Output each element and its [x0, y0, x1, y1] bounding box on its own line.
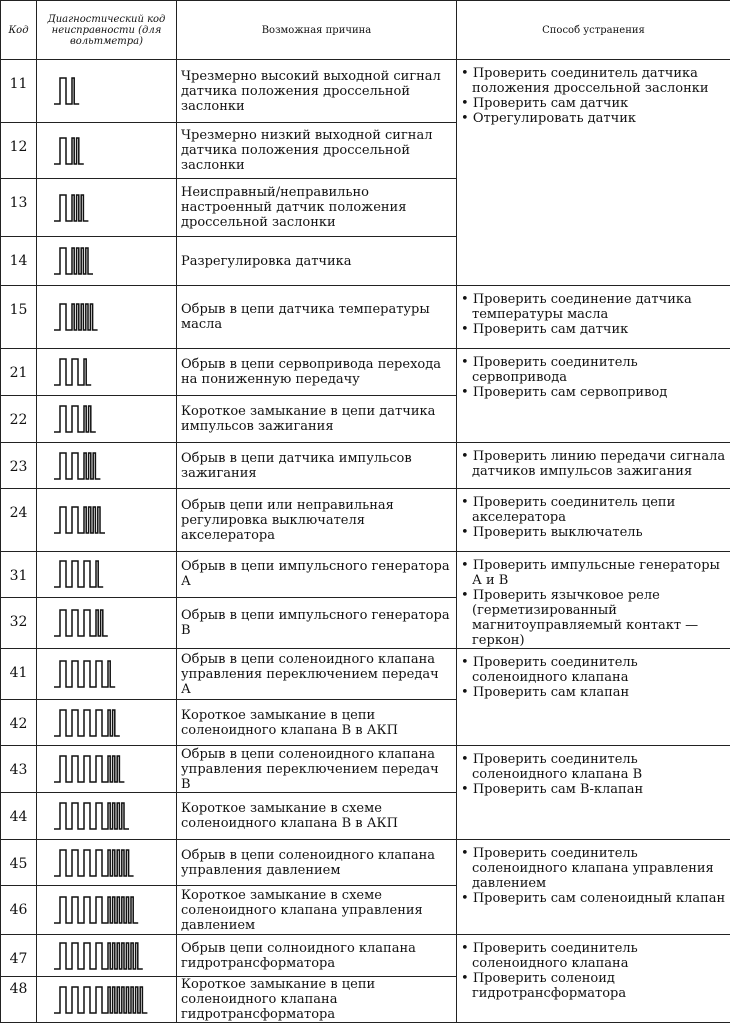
pulse-diagram: [37, 840, 177, 886]
pulse-waveform: [52, 74, 162, 108]
fix-item: • Проверить язычковое реле (герметизированный магнитоуправляемый контакт — геркон): [461, 588, 726, 648]
cause-cell: Обрыв в цепи сервопривода перехода на пониженную передачу: [177, 349, 457, 396]
fix-item: • Проверить соленоид гидротрансформатора: [461, 971, 726, 1001]
pulse-waveform: [52, 191, 162, 225]
table-row: [1, 649, 730, 700]
pulse-waveform: [52, 606, 162, 640]
table-header-row: [1, 1, 730, 60]
fix-item: • Проверить соединитель соленоидного клапана управления давлением: [461, 846, 726, 891]
pulse-trace: [54, 248, 93, 274]
code-cell: 43: [1, 746, 37, 793]
fix-cell: [457, 840, 730, 935]
table-row: [1, 935, 730, 977]
header-diagnostic-code: Диагностический код неисправности (для вольтметра): [37, 1, 177, 60]
pulse-waveform: [52, 893, 162, 927]
pulse-diagram: [37, 443, 177, 489]
pulse-waveform: [52, 449, 162, 483]
cause-cell: Обрыв в цепи импульсного генератора В: [177, 597, 457, 648]
pulse-diagram: [37, 597, 177, 648]
table-row: [1, 60, 730, 123]
pulse-trace: [54, 453, 100, 479]
fix-cell: [457, 286, 730, 349]
fix-item: • Проверить соединитель соленоидного клапана: [461, 655, 726, 685]
cause-cell: Обрыв в цепи соленоидного клапана управления давлением: [177, 840, 457, 886]
fix-item: • Проверить импульсные генераторы А и В: [461, 558, 726, 588]
fix-item: • Проверить соединитель соленоидного клапана В: [461, 752, 726, 782]
pulse-waveform: [52, 503, 162, 537]
pulse-diagram: [37, 746, 177, 793]
pulse-trace: [54, 661, 115, 687]
pulse-trace: [54, 78, 79, 104]
fix-cell: [457, 443, 730, 489]
pulse-waveform: [52, 557, 162, 591]
cause-cell: Чрезмерно низкий выходной сигнал датчика положения дроссельной заслонки: [177, 123, 457, 179]
pulse-trace: [54, 561, 103, 587]
code-cell: 31: [1, 552, 37, 598]
cause-cell: Короткое замыкание в схеме соленоидного клапана управления давлением: [177, 886, 457, 935]
code-cell: 24: [1, 489, 37, 552]
pulse-trace: [54, 897, 138, 923]
cause-cell: Короткое замыкание в цепи соленоидного клапана В в АКП: [177, 700, 457, 746]
pulse-trace: [54, 195, 88, 221]
pulse-trace: [54, 507, 105, 533]
fix-item: • Проверить сам датчик: [461, 96, 726, 111]
pulse-waveform: [52, 799, 162, 833]
pulse-diagram: [37, 349, 177, 396]
fix-item: • Проверить сам клапан: [461, 685, 726, 700]
fix-cell: [457, 349, 730, 443]
pulse-waveform: [52, 300, 162, 334]
pulse-waveform: [52, 846, 162, 880]
fix-item: • Проверить сам соленоидный клапан: [461, 891, 726, 906]
pulse-trace: [54, 138, 84, 164]
fix-item: • Проверить выключатель: [461, 525, 726, 540]
code-cell: 21: [1, 349, 37, 396]
pulse-trace: [54, 803, 129, 829]
cause-cell: Обрыв цепи солноидного клапана гидротрансформатора: [177, 935, 457, 977]
cause-cell: Обрыв цепи или неправильная регулировка выключателя акселератора: [177, 489, 457, 552]
pulse-waveform: [52, 134, 162, 168]
code-cell: 12: [1, 123, 37, 179]
code-cell: 41: [1, 649, 37, 700]
header-cause: Возможная причина: [177, 1, 457, 60]
cause-cell: Чрезмерно высокий выходной сигнал датчика положения дроссельной заслонки: [177, 60, 457, 123]
table-row: [1, 349, 730, 396]
fix-cell: [457, 746, 730, 840]
fix-cell: [457, 552, 730, 649]
fix-item: • Проверить соединитель сервопривода: [461, 355, 726, 385]
cause-cell: Обрыв в цепи импульсного генератора А: [177, 552, 457, 598]
cause-cell: Короткое замыкание в цепи датчика импульсов зажигания: [177, 396, 457, 443]
code-cell: 46: [1, 886, 37, 935]
fix-cell: [457, 935, 730, 1023]
pulse-waveform: [52, 657, 162, 691]
code-cell: 44: [1, 793, 37, 840]
fix-item: • Проверить линию передачи сигнала датчиков импульсов зажигания: [461, 449, 726, 479]
pulse-waveform: [52, 752, 162, 786]
pulse-diagram: [37, 935, 177, 977]
cause-cell: Обрыв в цепи датчика импульсов зажигания: [177, 443, 457, 489]
fix-item: • Проверить соединение датчика температуры масла: [461, 292, 726, 322]
pulse-diagram: [37, 700, 177, 746]
fix-item: • Проверить соединитель датчика положения дроссельной заслонки: [461, 66, 726, 96]
code-cell: 45: [1, 840, 37, 886]
pulse-diagram: [37, 886, 177, 935]
cause-cell: Обрыв в цепи датчика температуры масла: [177, 286, 457, 349]
code-cell: 15: [1, 286, 37, 349]
pulse-waveform: [52, 706, 162, 740]
pulse-diagram: [37, 286, 177, 349]
pulse-trace: [54, 943, 143, 969]
table-row: [1, 443, 730, 489]
pulse-waveform: [52, 244, 162, 278]
pulse-diagram: [37, 793, 177, 840]
cause-cell: Короткое замыкание в цепи соленоидного клапана гидротрансформатора: [177, 977, 457, 1023]
fix-item: • Проверить сам датчик: [461, 322, 726, 337]
cause-cell: Обрыв в цепи соленоидного клапана управления переключением передач В: [177, 746, 457, 793]
fix-cell: [457, 60, 730, 286]
code-cell: 32: [1, 597, 37, 648]
fix-cell: [457, 649, 730, 746]
fix-item: • Отрегулировать датчик: [461, 111, 726, 126]
table-row: [1, 489, 730, 552]
pulse-trace: [54, 406, 96, 432]
pulse-diagram: [37, 649, 177, 700]
pulse-trace: [54, 610, 108, 636]
fix-cell: [457, 489, 730, 552]
pulse-trace: [54, 710, 120, 736]
pulse-trace: [54, 756, 124, 782]
pulse-diagram: [37, 396, 177, 443]
header-code: Код: [1, 1, 37, 60]
fix-item: • Проверить соединитель соленоидного клапана: [461, 941, 726, 971]
pulse-trace: [54, 359, 91, 385]
table-row: [1, 552, 730, 598]
code-cell: 23: [1, 443, 37, 489]
pulse-trace: [54, 987, 147, 1013]
code-cell: 48: [1, 977, 37, 1023]
code-cell: 13: [1, 179, 37, 237]
code-cell: 11: [1, 60, 37, 123]
cause-cell: Разрегулировка датчика: [177, 237, 457, 286]
code-cell: 14: [1, 237, 37, 286]
table-row: [1, 746, 730, 793]
pulse-waveform: [52, 983, 162, 1017]
table-row: [1, 286, 730, 349]
cause-cell: Обрыв в цепи соленоидного клапана управления переключением передач А: [177, 649, 457, 700]
header-fix: Способ устранения: [457, 1, 730, 60]
table-row: [1, 840, 730, 886]
pulse-diagram: [37, 60, 177, 123]
pulse-diagram: [37, 237, 177, 286]
cause-cell: Неисправный/неправильно настроенный датчик положения дроссельной заслонки: [177, 179, 457, 237]
pulse-waveform: [52, 402, 162, 436]
code-cell: 22: [1, 396, 37, 443]
pulse-waveform: [52, 355, 162, 389]
fix-item: • Проверить соединитель цепи акселератора: [461, 495, 726, 525]
pulse-diagram: [37, 123, 177, 179]
code-cell: 42: [1, 700, 37, 746]
code-cell: 47: [1, 935, 37, 977]
pulse-trace: [54, 850, 134, 876]
pulse-diagram: [37, 489, 177, 552]
pulse-diagram: [37, 552, 177, 598]
pulse-diagram: [37, 179, 177, 237]
pulse-waveform: [52, 939, 162, 973]
fix-item: • Проверить сам сервопривод: [461, 385, 726, 400]
cause-cell: Короткое замыкание в схеме соленоидного клапана В в АКП: [177, 793, 457, 840]
fix-item: • Проверить сам В-клапан: [461, 782, 726, 797]
pulse-trace: [54, 304, 98, 330]
